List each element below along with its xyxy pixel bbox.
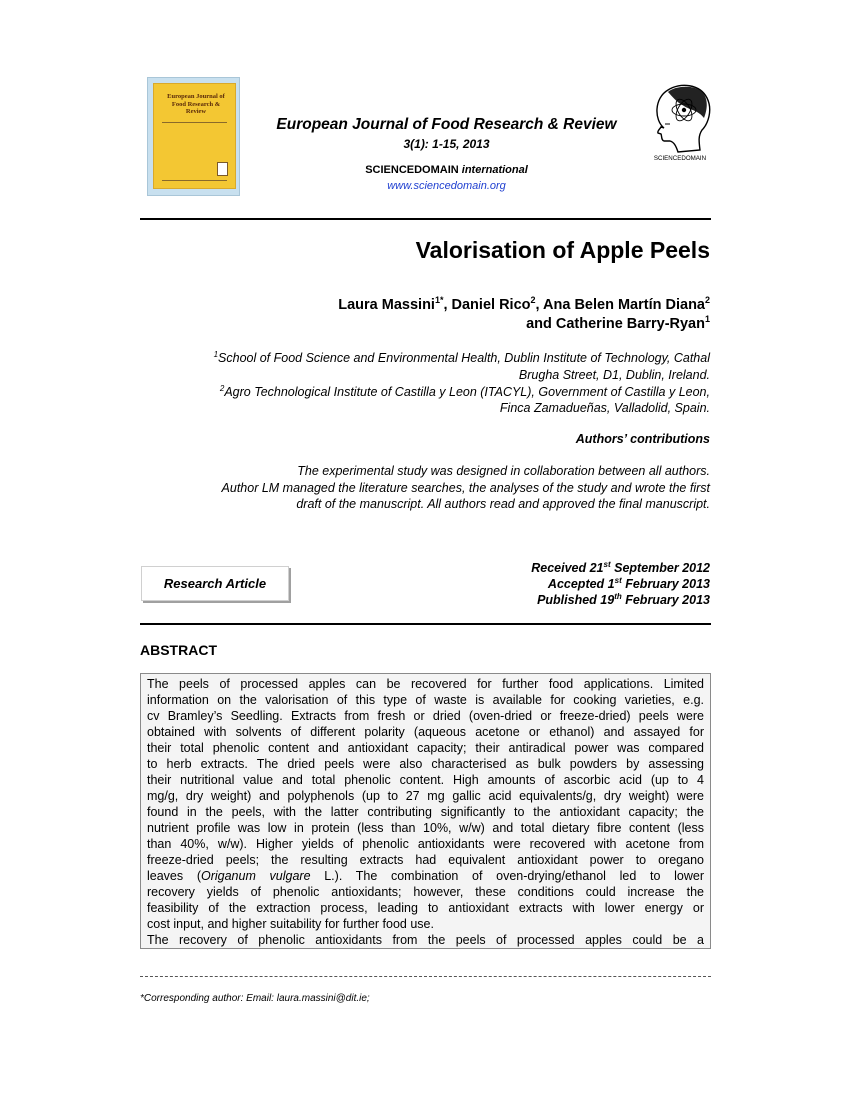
cover-title-line: Review	[185, 108, 207, 115]
abstract-line: recovery yields of phenolic antioxidants; however, these conditions could increase the	[147, 885, 704, 899]
corresponding-author-footnote: *Corresponding author: Email: laura.massini@dit.ie;	[140, 993, 370, 1004]
abstract-line: The peels of processed apples can be recovered for further food applications. Limited	[147, 677, 704, 691]
journal-issue: 3(1): 1-15, 2013	[403, 137, 490, 151]
affiliation-number: 2	[219, 384, 225, 393]
journal-title: European Journal of Food Research & Review	[276, 116, 617, 133]
affiliation-number: 1	[213, 350, 219, 359]
affiliation-1-line-2: Brugha Street, D1, Dublin, Ireland.	[518, 368, 710, 382]
atom-core	[682, 108, 686, 112]
publisher-name: SCIENCEDOMAIN	[365, 164, 459, 176]
date-rest: February 2013	[621, 577, 710, 592]
abstract-text: leaves (	[147, 869, 201, 883]
abstract-line: cost input, and higher suitability for further food use.	[147, 917, 434, 931]
abstract-line: obtained with solvents of different polarity (aqueous acetone or ethanol) and assayed for	[147, 725, 704, 739]
author-affiliation-mark: 2	[530, 295, 536, 305]
authors-line-2	[526, 314, 710, 332]
received-date	[531, 560, 710, 575]
sciencedomain-logo	[644, 80, 716, 164]
contributions-line: draft of the manuscript. All authors read and approved the final manuscript.	[296, 497, 710, 511]
abstract-line: found in the peels, with the latter contributing significantly to the antioxidant capacity; the	[147, 805, 704, 819]
date-rest: February 2013	[621, 593, 710, 608]
author-name: , Daniel Rico	[443, 296, 531, 313]
footnote-rule	[140, 976, 711, 977]
species-name: Origanum vulgare	[200, 869, 311, 883]
abstract-line: mg/g, dry weight) and polyphenols (up to 27 mg gallic acid equivalents/g, dry weight) were	[147, 789, 704, 803]
abstract-line: information on the valorisation of this type of waste is available for cooking varieties, e.g.	[147, 693, 704, 707]
cover-title	[162, 93, 230, 116]
author-name: and Catherine Barry-Ryan	[526, 315, 705, 332]
abstract-text: L.). The combination of oven-drying/ethanol led to lower	[310, 869, 704, 883]
paper-title: Valorisation of Apple Peels	[415, 237, 710, 263]
date-ordinal: st	[614, 576, 622, 585]
contributions-heading: Authors’ contributions	[575, 432, 710, 446]
date-ordinal: st	[603, 560, 611, 569]
abstract-box	[140, 673, 711, 949]
abstract-line: their total phenolic content and antioxidant capacity; their antiradical power was compared	[147, 741, 704, 755]
date-label: Accepted 1	[547, 577, 615, 592]
header-rule	[140, 218, 711, 220]
publisher-website-link[interactable]: www.sciencedomain.org	[387, 180, 506, 192]
contributions-line: The experimental study was designed in collaboration between all authors.	[297, 464, 710, 478]
section-rule	[140, 623, 711, 625]
date-rest: September 2012	[610, 561, 710, 576]
date-label: Received 21	[531, 561, 604, 576]
author-name: Laura Massini	[338, 296, 435, 313]
abstract-line: The recovery of phenolic antioxidants from the peels of processed apples could be a	[147, 933, 704, 947]
abstract-heading: ABSTRACT	[140, 642, 217, 658]
author-affiliation-mark: 1*	[434, 295, 444, 305]
abstract-line: freeze-dried peels; the resulting extracts had equivalent antioxidant power to oregano	[147, 853, 704, 867]
affiliation-1-line-1	[214, 350, 710, 365]
abstract-line: nutrient profile was low in protein (less than 10%, w/w) and total dietary fibre content (less	[147, 821, 704, 835]
publisher	[150, 164, 743, 176]
abstract-line: to herb extracts. The dried peels were also characterised as bulk powders by assessing	[147, 757, 704, 771]
article-type-badge: Research Article	[141, 566, 289, 601]
abstract-line	[147, 868, 704, 884]
cover-title-line: Food Research &	[171, 100, 221, 108]
abstract-line: their nutritional value and total phenolic content. High amounts of ascorbic acid (up to 4	[147, 773, 704, 787]
affiliation-2-line-1	[220, 384, 710, 399]
author-affiliation-mark: 1	[704, 314, 710, 324]
date-label: Published 19	[537, 593, 615, 608]
affiliation-text: Agro Technological Institute of Castilla y Leon (ITACYL), Government of Castilla y Leon,	[224, 385, 710, 400]
logo-caption: SCIENCEDOMAIN	[653, 155, 707, 162]
affiliation-text: School of Food Science and Environmental Health, Dublin Institute of Technology, Cathal	[218, 351, 710, 366]
publisher-suffix: international	[461, 164, 528, 176]
published-date	[537, 592, 710, 607]
contributions-line: Author LM managed the literature searches, the analyses of the study and wrote the first	[221, 481, 710, 495]
authors-line-1	[338, 295, 710, 313]
date-ordinal: th	[614, 592, 622, 601]
cover-title-line: European Journal of	[167, 93, 225, 100]
abstract-line: feasibility of the extraction process, leading to antioxidant extracts with lower energy or	[147, 901, 704, 915]
accepted-date	[548, 576, 710, 591]
author-name: , Ana Belen Martín Diana	[535, 296, 705, 313]
affiliation-2-line-2: Finca Zamadueñas, Valladolid, Spain.	[499, 401, 710, 415]
author-affiliation-mark: 2	[704, 295, 710, 305]
abstract-line: cv Bramley’s Seedling. Extracts from fresh or dried (oven-dried or freeze-dried) peels were	[147, 709, 704, 723]
abstract-line: than 40%, w/w). Higher yields of phenolic antioxidants were recovered with acetone from	[147, 837, 704, 851]
